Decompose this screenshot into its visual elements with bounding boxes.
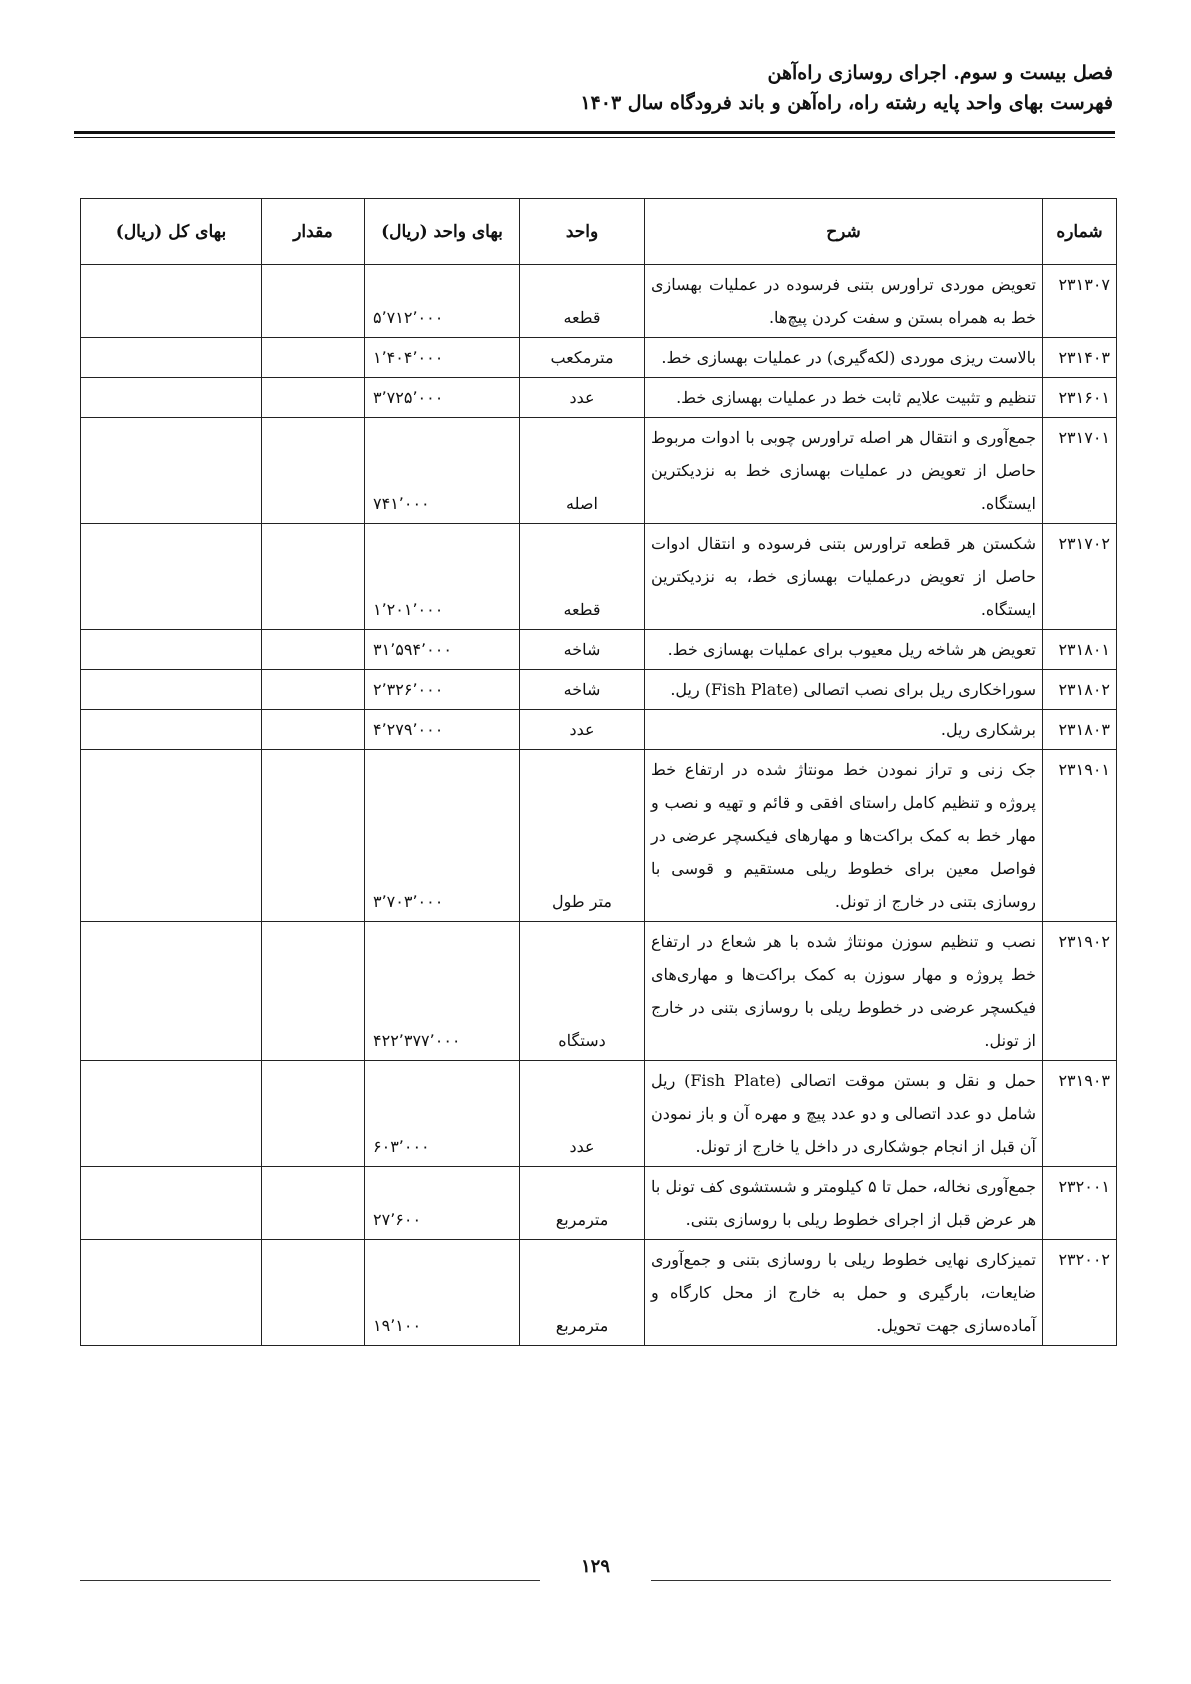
- item-code: ۲۳۲۰۰۲: [1043, 1240, 1117, 1346]
- item-description: جمع‌آوری و انتقال هر اصله تراورس چوبی با ادوات مربوط حاصل از تعویض در عملیات بهسازی خط به نزدیکترین ایستگاه.: [645, 418, 1043, 524]
- item-description: حمل و نقل و بستن موقت اتصالی (Fish Plate) ریل شامل دو عدد اتصالی و دو عدد پیچ و مهره آن و باز نمودن آن قبل از انجام جوشکاری در داخل یا خارج از تونل.: [645, 1061, 1043, 1167]
- item-code: ۲۳۱۸۰۱: [1043, 630, 1117, 670]
- price-table: [80, 198, 1117, 1346]
- table-row: [81, 524, 1117, 630]
- item-quantity: [262, 1240, 365, 1346]
- item-quantity: [262, 710, 365, 750]
- item-description: تعویض هر شاخه ریل معیوب برای عملیات بهسازی خط.: [645, 630, 1043, 670]
- item-unit: مترمکعب: [520, 338, 645, 378]
- table-row: [81, 710, 1117, 750]
- item-description: سوراخکاری ریل برای نصب اتصالی (Fish Plate) ریل.: [645, 670, 1043, 710]
- item-quantity: [262, 922, 365, 1061]
- chapter-title: فصل بیست و سوم. اجرای روسازی راه‌آهن: [767, 62, 1113, 84]
- col-header-qty: مقدار: [262, 199, 365, 265]
- item-unit-price: ۷۴۱٬۰۰۰: [365, 418, 520, 524]
- item-total-price: [81, 1167, 262, 1240]
- item-unit: قطعه: [520, 524, 645, 630]
- item-quantity: [262, 265, 365, 338]
- col-header-unit-price: بهای واحد (ریال): [365, 199, 520, 265]
- page-footer: [80, 1556, 1111, 1586]
- item-unit: عدد: [520, 710, 645, 750]
- item-quantity: [262, 338, 365, 378]
- item-description: نصب و تنظیم سوزن مونتاژ شده با هر شعاع در ارتفاع خط پروژه و مهار سوزن به کمک براکت‌ها و مهاری‌های فیکسچر عرضی در خطوط ریلی با روسازی بتنی در خارج از تونل.: [645, 922, 1043, 1061]
- col-header-desc: شرح: [645, 199, 1043, 265]
- page-number: ۱۲۹: [580, 1556, 610, 1577]
- item-unit-price: ۴٬۲۷۹٬۰۰۰: [365, 710, 520, 750]
- item-quantity: [262, 1061, 365, 1167]
- item-quantity: [262, 670, 365, 710]
- item-total-price: [81, 378, 262, 418]
- header-rule-thick: [74, 131, 1115, 134]
- item-unit-price: ۲۷٬۶۰۰: [365, 1167, 520, 1240]
- item-description: جک زنی و تراز نمودن خط مونتاژ شده در ارتفاع خط پروژه و تنظیم کامل راستای افقی و قائم و تهیه و نصب و مهار خط به کمک براکت‌ها و مهارهای فیکسچر عرضی در فواصل معین برای خطوط ریلی مستقیم و قوسی با روسازی بتنی در خارج از تونل.: [645, 750, 1043, 922]
- table-row: [81, 1240, 1117, 1346]
- item-total-price: [81, 265, 262, 338]
- table-row: [81, 630, 1117, 670]
- item-code: ۲۳۱۳۰۷: [1043, 265, 1117, 338]
- item-unit: مترمربع: [520, 1240, 645, 1346]
- footer-line-right: [651, 1580, 1111, 1581]
- item-code: ۲۳۱۷۰۲: [1043, 524, 1117, 630]
- item-quantity: [262, 750, 365, 922]
- item-unit: متر طول: [520, 750, 645, 922]
- document-subtitle: فهرست بهای واحد پایه رشته راه، راه‌آهن و باند فرودگاه سال ۱۴۰۳: [580, 92, 1113, 114]
- item-quantity: [262, 1167, 365, 1240]
- item-total-price: [81, 750, 262, 922]
- table-row: [81, 265, 1117, 338]
- item-unit-price: ۵٬۷۱۲٬۰۰۰: [365, 265, 520, 338]
- col-header-code: شماره: [1043, 199, 1117, 265]
- item-code: ۲۳۲۰۰۱: [1043, 1167, 1117, 1240]
- item-unit: عدد: [520, 378, 645, 418]
- item-unit: مترمربع: [520, 1167, 645, 1240]
- item-unit: دستگاه: [520, 922, 645, 1061]
- item-unit: اصله: [520, 418, 645, 524]
- item-code: ۲۳۱۸۰۳: [1043, 710, 1117, 750]
- item-code: ۲۳۱۹۰۱: [1043, 750, 1117, 922]
- table-row: [81, 378, 1117, 418]
- item-unit-price: ۳٬۷۲۵٬۰۰۰: [365, 378, 520, 418]
- item-unit: شاخه: [520, 630, 645, 670]
- item-quantity: [262, 524, 365, 630]
- item-code: ۲۳۱۹۰۲: [1043, 922, 1117, 1061]
- header-rule-thin: [74, 137, 1115, 138]
- item-description: تنظیم و تثبیت علایم ثابت خط در عملیات بهسازی خط.: [645, 378, 1043, 418]
- item-code: ۲۳۱۴۰۳: [1043, 338, 1117, 378]
- item-unit-price: ۱٬۲۰۱٬۰۰۰: [365, 524, 520, 630]
- item-total-price: [81, 670, 262, 710]
- item-total-price: [81, 630, 262, 670]
- item-total-price: [81, 338, 262, 378]
- table-row: [81, 670, 1117, 710]
- item-total-price: [81, 1240, 262, 1346]
- item-total-price: [81, 710, 262, 750]
- table-header-row: [81, 199, 1117, 265]
- col-header-total: بهای کل (ریال): [81, 199, 262, 265]
- item-description: جمع‌آوری نخاله، حمل تا ۵ کیلومتر و شستشوی کف تونل با هر عرض قبل از اجرای خطوط ریلی با روسازی بتنی.: [645, 1167, 1043, 1240]
- item-unit-price: ۱٬۴۰۴٬۰۰۰: [365, 338, 520, 378]
- item-code: ۲۳۱۹۰۳: [1043, 1061, 1117, 1167]
- item-unit: شاخه: [520, 670, 645, 710]
- item-total-price: [81, 524, 262, 630]
- item-description: شکستن هر قطعه تراورس بتنی فرسوده و انتقال ادوات حاصل از تعویض درعملیات بهسازی خط، به نزدیکترین ایستگاه.: [645, 524, 1043, 630]
- table-row: [81, 418, 1117, 524]
- item-unit-price: ۲٬۳۲۶٬۰۰۰: [365, 670, 520, 710]
- item-unit-price: ۳۱٬۵۹۴٬۰۰۰: [365, 630, 520, 670]
- item-unit: قطعه: [520, 265, 645, 338]
- item-quantity: [262, 630, 365, 670]
- table-row: [81, 1167, 1117, 1240]
- item-unit-price: ۱۹٬۱۰۰: [365, 1240, 520, 1346]
- item-unit-price: ۴۲۲٬۳۷۷٬۰۰۰: [365, 922, 520, 1061]
- item-code: ۲۳۱۶۰۱: [1043, 378, 1117, 418]
- item-total-price: [81, 922, 262, 1061]
- item-quantity: [262, 418, 365, 524]
- item-code: ۲۳۱۸۰۲: [1043, 670, 1117, 710]
- table-row: [81, 338, 1117, 378]
- item-code: ۲۳۱۷۰۱: [1043, 418, 1117, 524]
- item-unit: عدد: [520, 1061, 645, 1167]
- item-quantity: [262, 378, 365, 418]
- page-header: [78, 58, 1113, 118]
- table-row: [81, 922, 1117, 1061]
- item-description: تعویض موردی تراورس بتنی فرسوده در عملیات بهسازی خط به همراه بستن و سفت کردن پیچ‌ها.: [645, 265, 1043, 338]
- item-description: بالاست ریزی موردی (لکه‌گیری) در عملیات بهسازی خط.: [645, 338, 1043, 378]
- item-total-price: [81, 1061, 262, 1167]
- item-description: برشکاری ریل.: [645, 710, 1043, 750]
- item-unit-price: ۳٬۷۰۳٬۰۰۰: [365, 750, 520, 922]
- item-description: تمیزکاری نهایی خطوط ریلی با روسازی بتنی و جمع‌آوری ضایعات، بارگیری و حمل به خارج از محل کارگاه و آماده‌سازی جهت تحویل.: [645, 1240, 1043, 1346]
- col-header-unit: واحد: [520, 199, 645, 265]
- item-unit-price: ۶۰۳٬۰۰۰: [365, 1061, 520, 1167]
- item-total-price: [81, 418, 262, 524]
- table-row: [81, 750, 1117, 922]
- footer-line-left: [80, 1580, 540, 1581]
- table-row: [81, 1061, 1117, 1167]
